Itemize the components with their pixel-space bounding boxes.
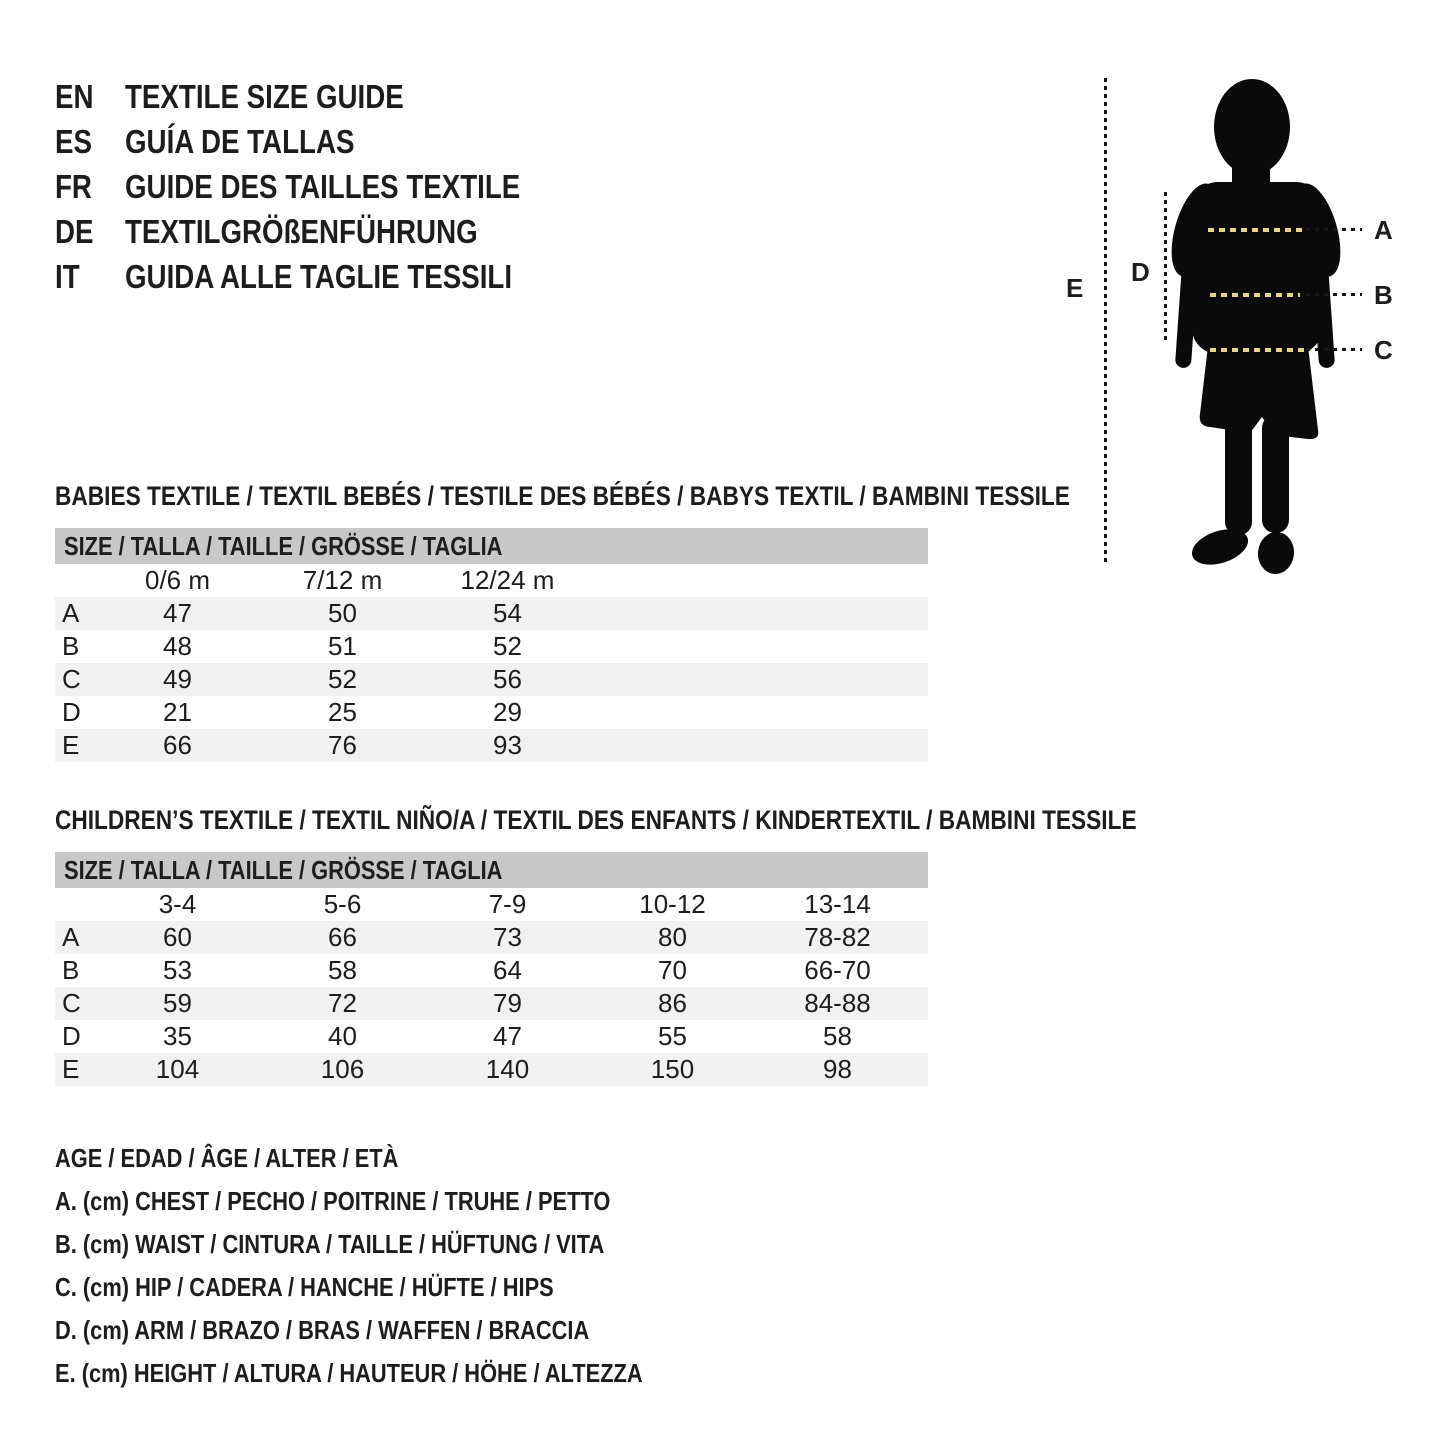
language-code: EN — [55, 77, 94, 115]
value-cell: 66-70 — [804, 955, 871, 985]
label-height-e: E — [1066, 273, 1084, 303]
value-cell: 140 — [485, 1054, 530, 1084]
value-cell: 98 — [823, 1054, 852, 1084]
legend-line — [55, 1309, 755, 1352]
legend-line — [55, 1137, 755, 1180]
language-title-list — [55, 74, 596, 299]
legend-text: B. (cm) WAIST / CINTURA / TAILLE / HÜFTUNG / VITA — [55, 1229, 605, 1259]
value-cell: 40 — [328, 1021, 357, 1051]
value-cell: 93 — [493, 730, 522, 760]
children-section-heading-text: CHILDREN’S TEXTILE / TEXTIL NIÑO/A / TEXTIL DES ENFANTS / KINDERTEXTIL / BAMBINI TESSILE — [55, 805, 1137, 835]
value-cell: 104 — [155, 1054, 200, 1084]
value-cell: 51 — [328, 631, 357, 661]
language-title: TEXTILGRÖßENFÜHRUNG — [125, 212, 478, 250]
language-title: GUIDE DES TAILLES TEXTILE — [125, 167, 521, 205]
value-cell: 35 — [163, 1021, 192, 1051]
table-row — [55, 1053, 928, 1086]
value-cell: 55 — [658, 1021, 687, 1051]
language-title: GUÍA DE TALLAS — [125, 122, 355, 160]
value-cell: 47 — [163, 598, 192, 628]
column-header: 5-6 — [323, 889, 362, 919]
value-cell: 29 — [493, 697, 522, 727]
row-label: A — [62, 922, 80, 952]
table-row — [55, 1020, 928, 1053]
value-cell: 50 — [328, 598, 357, 628]
language-row — [55, 209, 596, 254]
value-cell: 150 — [650, 1054, 695, 1084]
language-code: ES — [55, 122, 92, 160]
column-header: 10-12 — [639, 889, 706, 919]
row-label: E — [62, 730, 80, 760]
size-header-bar — [55, 528, 928, 564]
column-header: 7-9 — [488, 889, 527, 919]
row-label: A — [62, 598, 80, 628]
row-label: E — [62, 1054, 80, 1084]
column-header: 0/6 m — [144, 565, 211, 595]
legend-line — [55, 1352, 755, 1395]
row-label: B — [62, 955, 80, 985]
measurement-legend — [55, 1137, 755, 1395]
value-cell: 52 — [493, 631, 522, 661]
value-cell: 52 — [328, 664, 357, 694]
babies-section-heading-text: BABIES TEXTILE / TEXTIL BEBÉS / TESTILE DES BÉBÉS / BABYS TEXTIL / BAMBINI TESSILE — [55, 481, 1070, 511]
silhouette-left-leg — [1225, 415, 1252, 535]
child-silhouette-icon — [1150, 70, 1360, 585]
babies-section-heading — [55, 481, 1263, 511]
legend-text: AGE / EDAD / ÂGE / ALTER / ETÀ — [55, 1143, 399, 1173]
column-header: 3-4 — [158, 889, 197, 919]
language-code: IT — [55, 257, 80, 295]
language-title: GUIDA ALLE TAGLIE TESSILI — [125, 257, 513, 295]
legend-text: D. (cm) ARM / BRAZO / BRAS / WAFFEN / BRACCIA — [55, 1315, 590, 1345]
value-cell: 60 — [163, 922, 192, 952]
value-cell: 21 — [163, 697, 192, 727]
value-cell: 66 — [163, 730, 192, 760]
waist-measure-dashes — [1210, 293, 1300, 297]
babies-size-table — [55, 528, 928, 762]
children-section-heading — [55, 805, 1343, 835]
row-label: B — [62, 631, 80, 661]
row-label: C — [62, 988, 81, 1018]
value-cell: 47 — [493, 1021, 522, 1051]
value-cell: 48 — [163, 631, 192, 661]
column-header: 13-14 — [804, 889, 871, 919]
table-row — [55, 630, 928, 663]
language-code: FR — [55, 167, 92, 205]
legend-text: A. (cm) CHEST / PECHO / POITRINE / TRUHE / PETTO — [55, 1186, 611, 1216]
value-cell: 49 — [163, 664, 192, 694]
silhouette-shorts — [1200, 346, 1319, 439]
arm-measure-dotted-line — [1164, 192, 1167, 344]
row-label: C — [62, 664, 81, 694]
table-row — [55, 663, 928, 696]
value-cell: 56 — [493, 664, 522, 694]
silhouette-right-leg — [1262, 415, 1289, 533]
legend-line — [55, 1223, 755, 1266]
chest-measure-dashes — [1208, 228, 1302, 232]
legend-text: E. (cm) HEIGHT / ALTURA / HAUTEUR / HÖHE / ALTEZZA — [55, 1358, 643, 1388]
value-cell: 73 — [493, 922, 522, 952]
chest-leader-dots — [1306, 228, 1362, 231]
legend-text: C. (cm) HIP / CADERA / HANCHE / HÜFTE / HIPS — [55, 1272, 554, 1302]
language-code: DE — [55, 212, 94, 250]
table-row — [55, 597, 928, 630]
label-chest-a: A — [1374, 215, 1393, 245]
value-cell: 64 — [493, 955, 522, 985]
value-cell: 54 — [493, 598, 522, 628]
value-cell: 53 — [163, 955, 192, 985]
height-measure-dotted-line — [1104, 78, 1107, 564]
value-cell: 78-82 — [804, 922, 871, 952]
table-row — [55, 921, 928, 954]
language-row — [55, 254, 596, 299]
value-cell: 25 — [328, 697, 357, 727]
language-title: TEXTILE SIZE GUIDE — [125, 77, 404, 115]
value-cell: 106 — [320, 1054, 365, 1084]
column-header: 12/24 m — [460, 565, 555, 595]
children-size-table — [55, 852, 928, 1086]
silhouette-right-shoe — [1256, 530, 1296, 576]
language-row — [55, 164, 596, 209]
table-row — [55, 987, 928, 1020]
hip-measure-dashes — [1210, 348, 1304, 352]
label-arm-d: D — [1131, 257, 1150, 287]
value-cell: 66 — [328, 922, 357, 952]
value-cell: 70 — [658, 955, 687, 985]
column-header-row — [55, 564, 928, 597]
size-header-bar — [55, 852, 928, 888]
table-row — [55, 696, 928, 729]
value-cell: 76 — [328, 730, 357, 760]
value-cell: 86 — [658, 988, 687, 1018]
label-hip-c: C — [1374, 335, 1393, 365]
value-cell: 80 — [658, 922, 687, 952]
legend-line — [55, 1180, 755, 1223]
table-row — [55, 954, 928, 987]
waist-leader-dots — [1306, 293, 1362, 296]
value-cell: 72 — [328, 988, 357, 1018]
size-header-label: SIZE / TALLA / TAILLE / GRÖSSE / TAGLIA — [64, 854, 503, 885]
value-cell: 84-88 — [804, 988, 871, 1018]
legend-line — [55, 1266, 755, 1309]
table-row — [55, 729, 928, 762]
row-label: D — [62, 1021, 81, 1051]
value-cell: 58 — [328, 955, 357, 985]
language-row — [55, 119, 596, 164]
row-label: D — [62, 697, 81, 727]
value-cell: 79 — [493, 988, 522, 1018]
value-cell: 59 — [163, 988, 192, 1018]
column-header-row — [55, 888, 928, 921]
size-header-label: SIZE / TALLA / TAILLE / GRÖSSE / TAGLIA — [64, 530, 503, 561]
hip-leader-dots — [1306, 348, 1362, 351]
value-cell: 58 — [823, 1021, 852, 1051]
column-header: 7/12 m — [302, 565, 383, 595]
language-row — [55, 74, 596, 119]
label-waist-b: B — [1374, 280, 1393, 310]
